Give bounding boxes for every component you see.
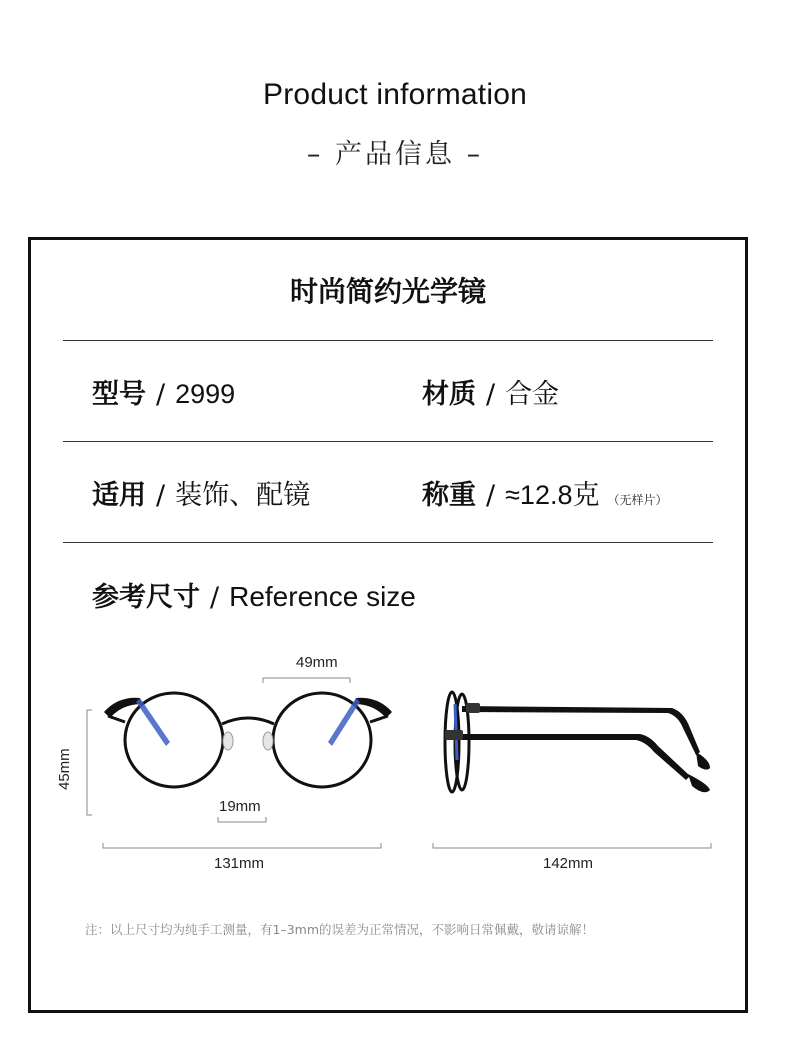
- frame-width-label: 131mm: [214, 855, 265, 872]
- temple-arms: [462, 706, 710, 792]
- temple-length-label: 142mm: [543, 855, 594, 872]
- spec-separator: /: [486, 379, 496, 410]
- page-title: Product information: [263, 78, 527, 111]
- bridge-width-label: 19mm: [219, 798, 261, 815]
- spec-weight-label: 称重: [422, 480, 476, 511]
- spec-usage-value: 装饰、配镜: [175, 480, 311, 511]
- page-subtitle: – 产品信息 –: [306, 139, 484, 170]
- lens-height-label: 45mm: [56, 748, 73, 790]
- spec-material-label: 材质: [422, 379, 476, 410]
- spec-weight-value: ≈12.8克: [505, 480, 600, 510]
- spec-material-value: 合金: [505, 379, 560, 410]
- product-name: 时尚简约光学镜: [289, 275, 486, 308]
- spec-model-value: 2999: [175, 379, 236, 409]
- temple-tip-top: [696, 752, 710, 770]
- lens-width-label: 49mm: [296, 654, 338, 671]
- reference-size-value: Reference size: [229, 581, 416, 612]
- spec-separator: /: [486, 480, 496, 511]
- spec-usage-label: 适用: [92, 480, 146, 511]
- temple-tip-bottom: [688, 774, 710, 792]
- spec-separator: /: [156, 480, 166, 511]
- spec-separator: /: [210, 582, 220, 613]
- spec-weight-note: （无样片）: [607, 493, 668, 507]
- spec-model-label: 型号: [92, 379, 146, 410]
- spec-separator: /: [156, 379, 166, 410]
- measurement-footnote: 注：以上尺寸均为纯手工测量，有1–3mm的误差为正常情况，不影响日常佩戴，敬请谅解！: [85, 922, 595, 937]
- reference-size-label: 参考尺寸: [92, 582, 200, 613]
